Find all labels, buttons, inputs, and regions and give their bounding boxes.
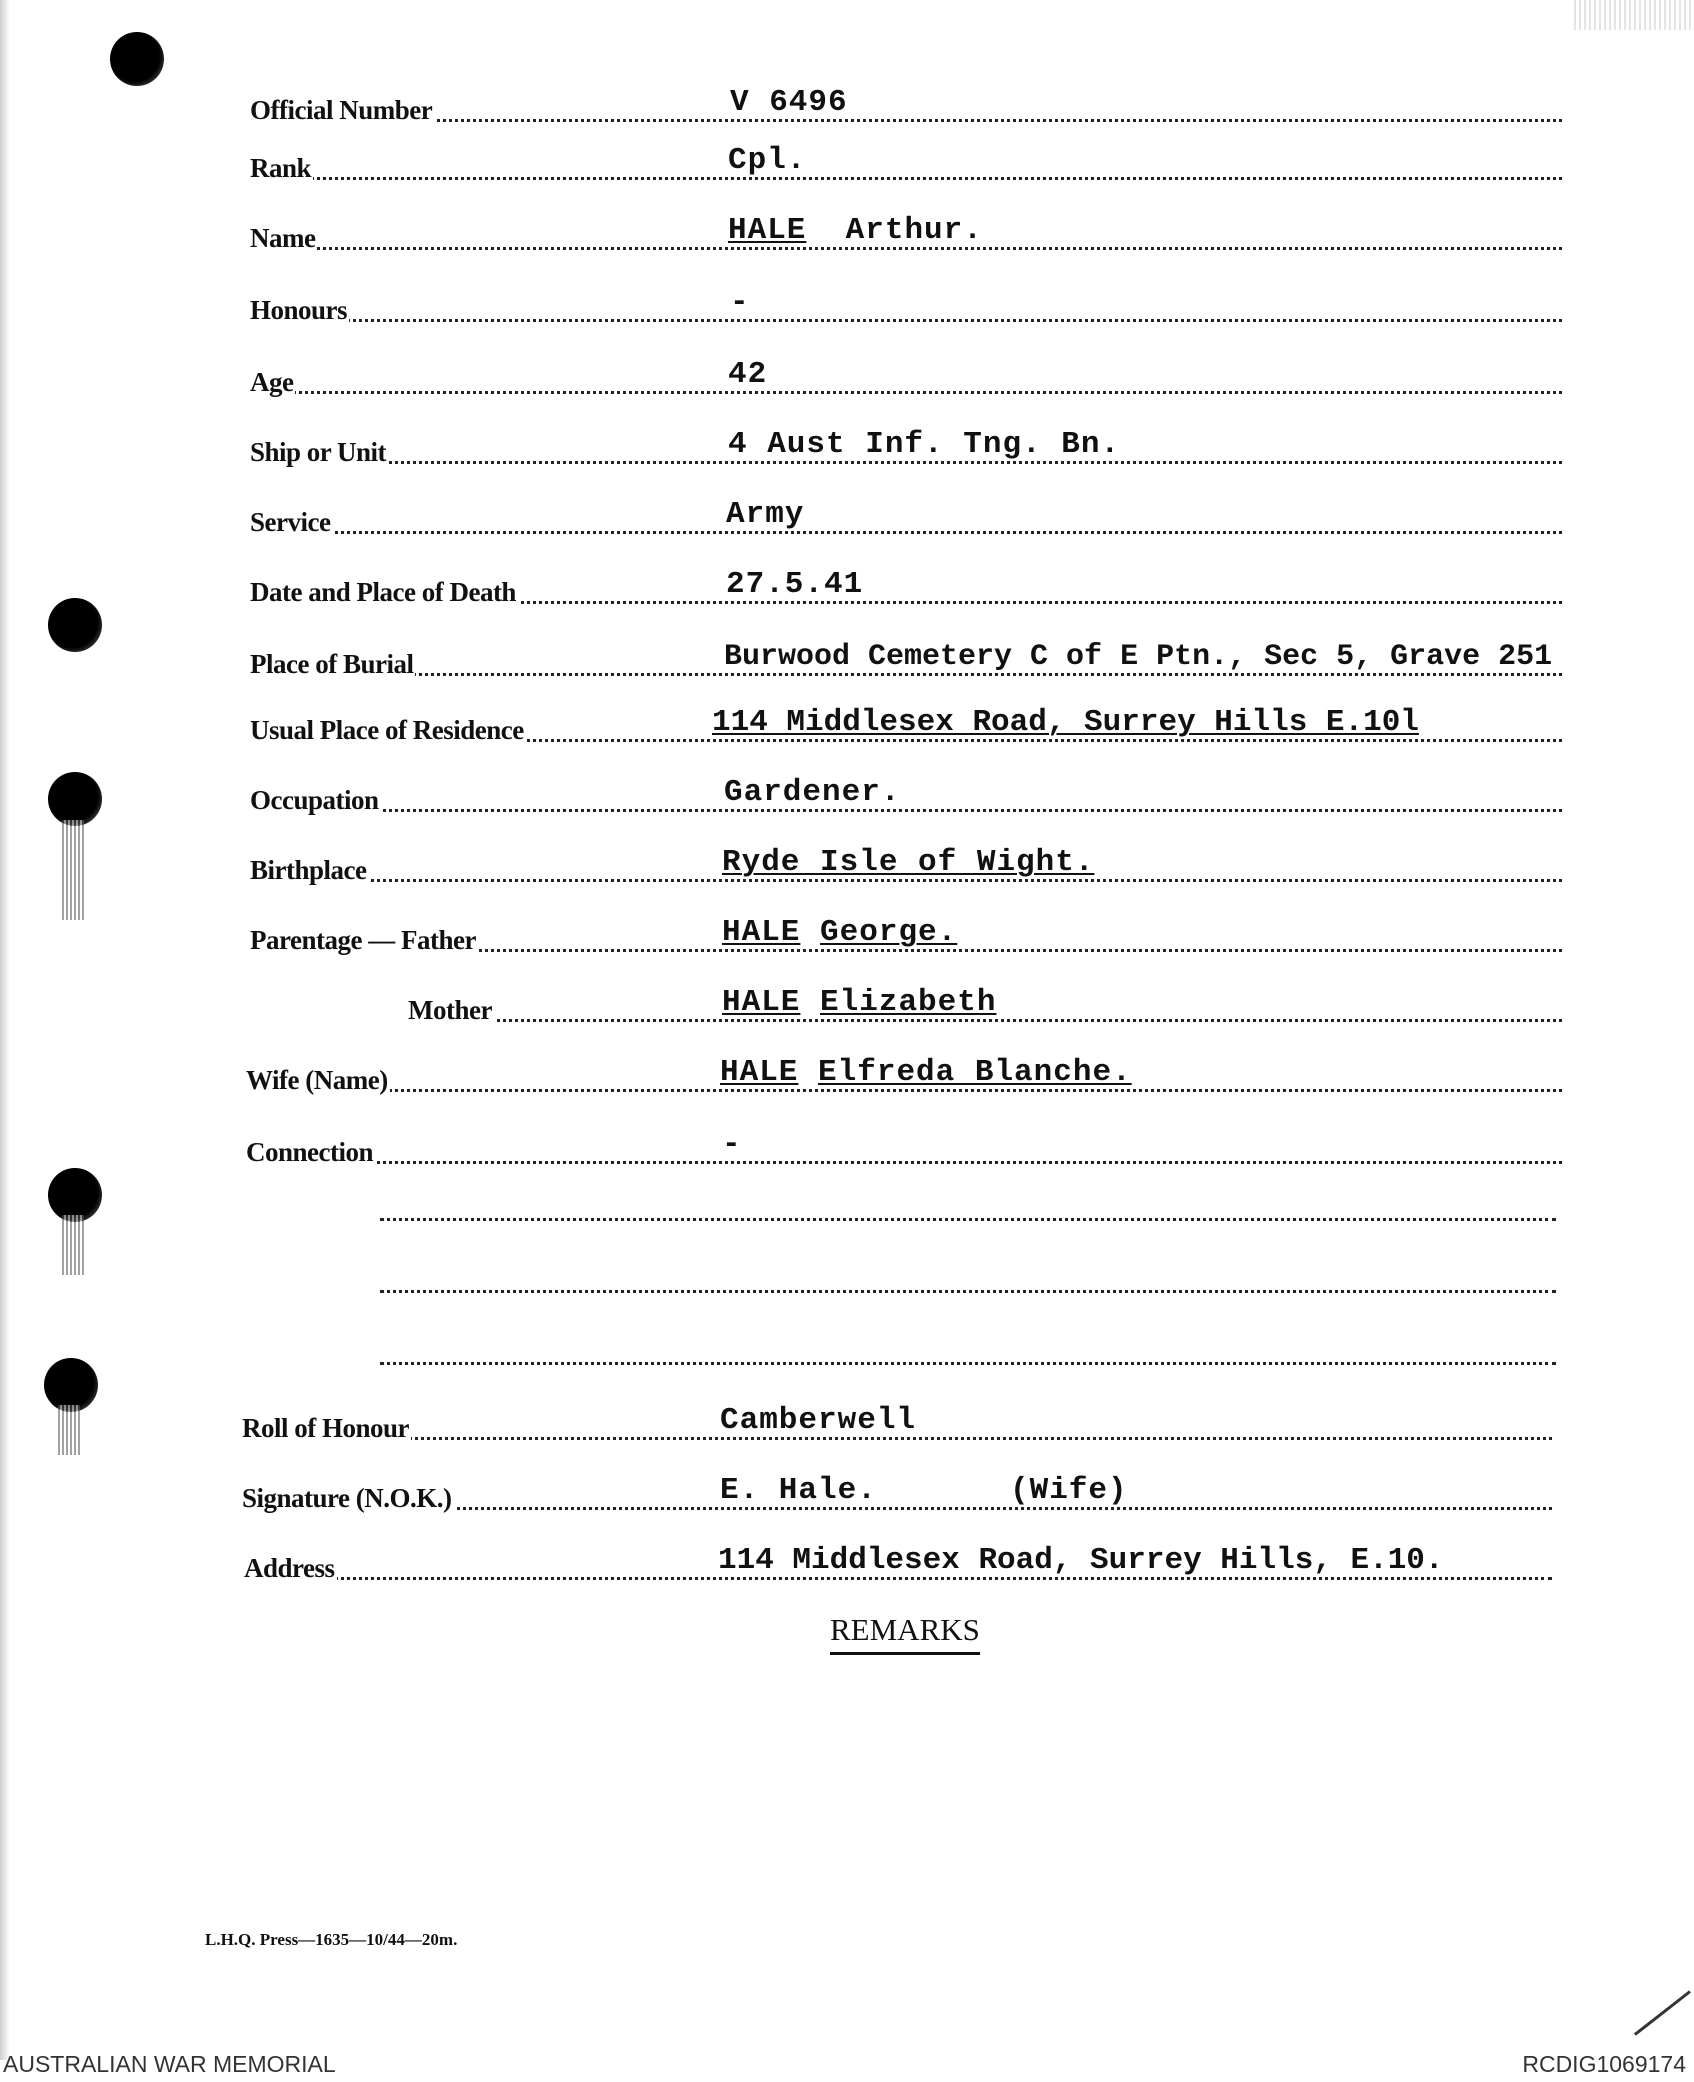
label-signature-nok: Signature (N.O.K.) — [242, 1483, 452, 1513]
label-parentage-father: Parentage — Father — [250, 925, 476, 955]
field-honours — [0, 270, 1694, 330]
label-occupation: Occupation — [250, 785, 379, 815]
remarks-heading: REMARKS — [830, 1612, 980, 1655]
label-honours: Honours — [250, 295, 348, 325]
value-name-given: Arthur. — [845, 213, 983, 248]
field-place-of-burial — [0, 624, 1694, 684]
value-service: Army — [726, 497, 805, 532]
value-address: 114 Middlesex Road, Surrey Hills, E.10. — [718, 1543, 1444, 1578]
label-date-place-of-death: Date and Place of Death — [250, 577, 516, 607]
field-name — [0, 198, 1694, 258]
field-birthplace — [0, 830, 1694, 890]
dotted-leader — [250, 119, 1562, 122]
value-wife-name — [720, 1055, 1132, 1090]
value-date-place-of-death: 27.5.41 — [726, 567, 864, 602]
field-wife-name — [0, 1040, 1694, 1100]
value-wife-surname: HALE — [720, 1055, 799, 1090]
blank-line — [380, 1218, 1556, 1221]
dotted-leader — [246, 1161, 1562, 1164]
dotted-leader — [250, 809, 1562, 812]
field-service — [0, 482, 1694, 542]
field-ship-or-unit — [0, 412, 1694, 472]
field-usual-place-of-residence — [0, 690, 1694, 750]
value-father-given: George. — [820, 915, 958, 950]
label-roll-of-honour: Roll of Honour — [242, 1413, 410, 1443]
blank-line — [380, 1290, 1556, 1293]
field-rank — [0, 128, 1694, 188]
value-rank: Cpl. — [728, 143, 807, 178]
label-place-of-burial: Place of Burial — [250, 649, 414, 679]
value-ship-or-unit: 4 Aust Inf. Tng. Bn. — [728, 427, 1121, 462]
value-parentage-mother — [722, 985, 996, 1020]
value-signature-relation: (Wife) — [1010, 1473, 1128, 1508]
value-birthplace: Ryde Isle of Wight. — [722, 845, 1095, 880]
label-name: Name — [250, 223, 316, 253]
field-address — [0, 1528, 1694, 1588]
value-father-surname: HALE — [722, 915, 801, 950]
value-name-surname: HALE — [728, 213, 807, 248]
value-honours: - — [730, 285, 750, 320]
value-wife-given: Elfreda Blanche. — [818, 1055, 1132, 1090]
value-mother-given: Elizabeth — [820, 985, 997, 1020]
value-name — [728, 213, 983, 248]
press-note: L.H.Q. Press—1635—10/44—20m. — [205, 1930, 458, 1949]
scan-corner-noise — [1574, 0, 1694, 30]
scan-corner-mark — [1634, 1990, 1691, 2035]
label-address: Address — [244, 1553, 335, 1583]
value-official-number: V 6496 — [730, 85, 848, 120]
value-occupation: Gardener. — [724, 775, 901, 810]
dotted-leader — [250, 319, 1562, 322]
label-usual-place-of-residence: Usual Place of Residence — [250, 715, 524, 745]
label-official-number: Official Number — [250, 95, 433, 125]
value-connection: - — [722, 1127, 742, 1162]
value-signature-nok: E. Hale. — [720, 1473, 877, 1508]
value-parentage-father — [722, 915, 957, 950]
value-place-of-burial: Burwood Cemetery C of E Ptn., Sec 5, Grave 251 — [724, 640, 1553, 674]
label-mother: Mother — [408, 995, 492, 1025]
label-birthplace: Birthplace — [250, 855, 367, 885]
label-connection: Connection — [246, 1137, 374, 1167]
footer-identifier: RCDIG1069174 — [1522, 2051, 1686, 2077]
label-age: Age — [250, 367, 294, 397]
field-age — [0, 342, 1694, 402]
field-connection — [0, 1112, 1694, 1172]
label-service: Service — [250, 507, 331, 537]
punch-hole-icon — [48, 1168, 102, 1222]
dotted-leader — [250, 531, 1562, 534]
field-official-number — [0, 70, 1694, 130]
value-age: 42 — [728, 357, 768, 392]
blank-line — [380, 1362, 1556, 1365]
field-roll-of-honour — [0, 1388, 1694, 1448]
field-signature-nok — [0, 1458, 1694, 1518]
field-parentage-mother — [0, 970, 1694, 1030]
footer-source: AUSTRALIAN WAR MEMORIAL — [3, 2051, 336, 2077]
field-date-place-of-death — [0, 552, 1694, 612]
value-usual-place-of-residence: 114 Middlesex Road, Surrey Hills E.10l — [712, 705, 1419, 740]
label-wife-name: Wife (Name) — [246, 1065, 388, 1095]
dotted-leader — [250, 391, 1562, 394]
field-parentage-father — [0, 900, 1694, 960]
value-mother-surname: HALE — [722, 985, 801, 1020]
dotted-leader — [250, 177, 1562, 180]
scan-streak — [62, 1215, 84, 1275]
field-occupation — [0, 760, 1694, 820]
value-roll-of-honour: Camberwell — [720, 1403, 917, 1438]
label-ship-or-unit: Ship or Unit — [250, 437, 387, 467]
label-rank: Rank — [250, 153, 312, 183]
